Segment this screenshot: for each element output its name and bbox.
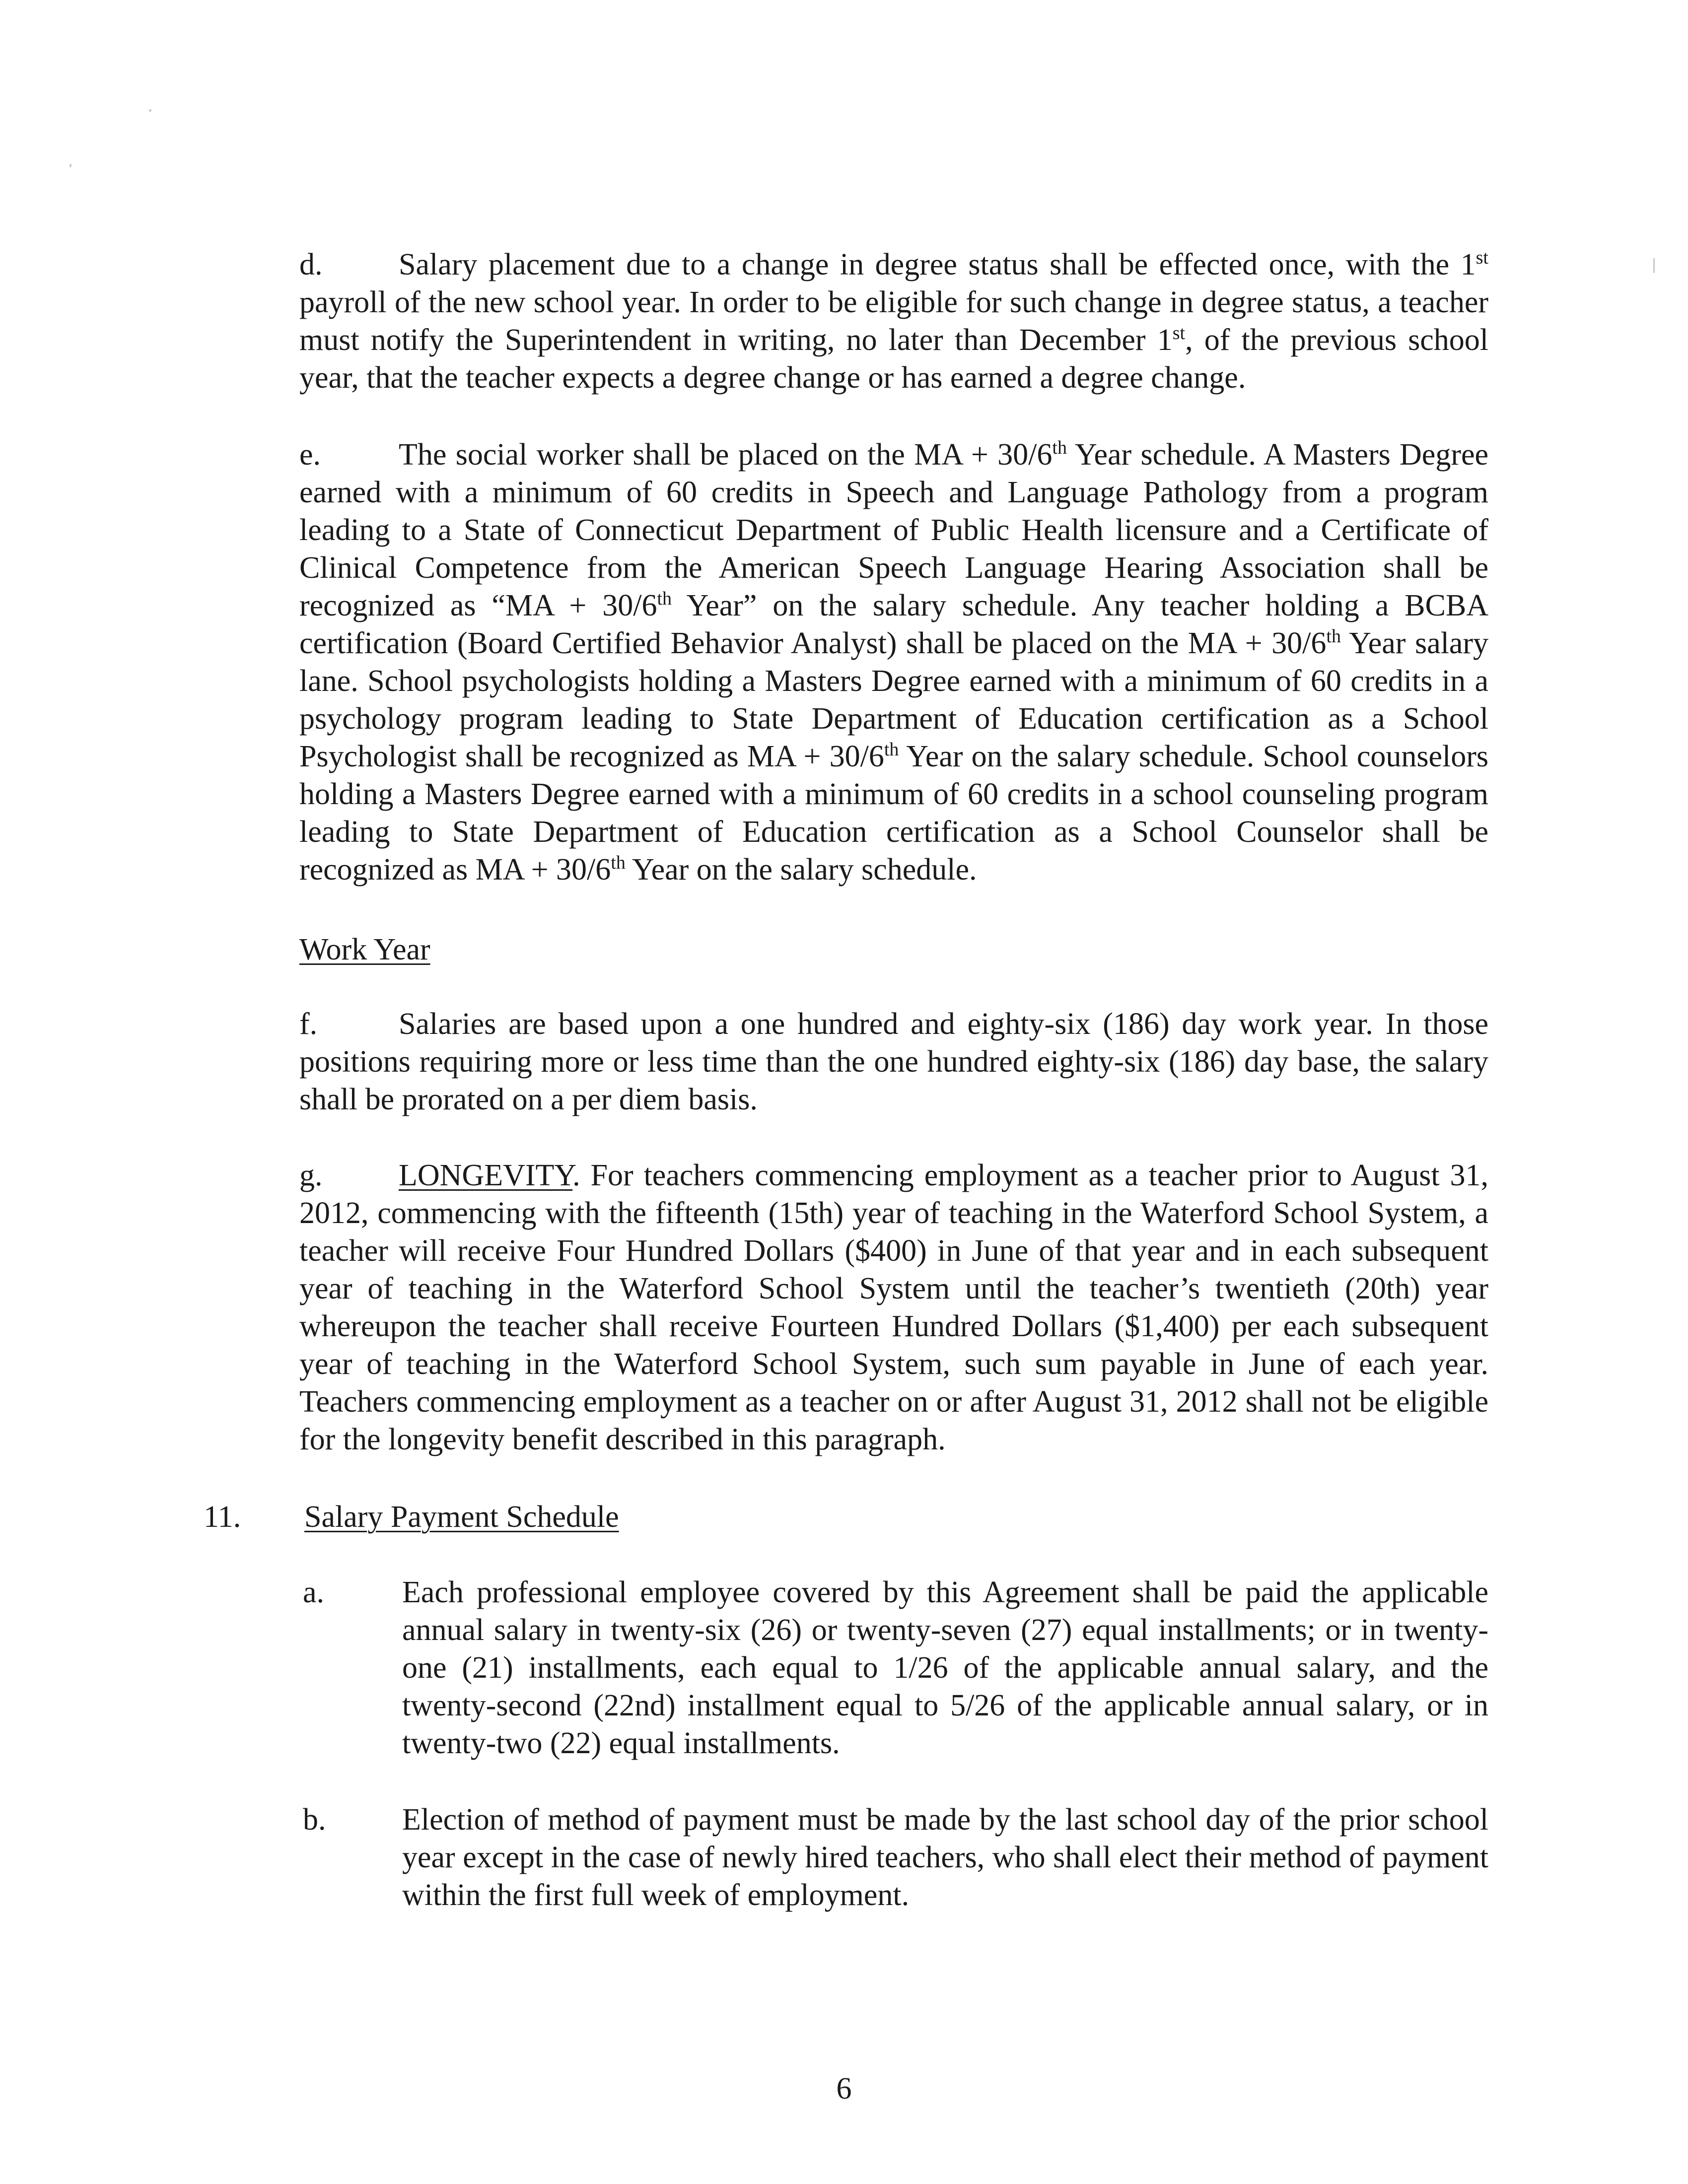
paragraph-d-text-3: , of the previous school year, that the teacher expects a degree change or has earned a degree change. bbox=[299, 323, 1488, 395]
paragraph-d-label: d. bbox=[299, 248, 323, 281]
section-11-number: 11. bbox=[204, 1500, 241, 1534]
paragraph-e-label: e. bbox=[299, 438, 321, 472]
paragraph-e-sup-4: th bbox=[884, 739, 899, 760]
paragraph-f bbox=[299, 1005, 1488, 1118]
paragraph-e-text-3: Year” on the salary schedule. Any teacher holding a BCBA certification (Board Certified Behavior Analyst) shall be placed on the MA + 30/6 bbox=[299, 589, 1488, 660]
paragraph-d-sup-2: st bbox=[1172, 323, 1186, 343]
section-11-item-a-label: a. bbox=[303, 1575, 325, 1609]
paragraph-d-sup-1: st bbox=[1476, 247, 1488, 268]
paragraph-g-label: g. bbox=[299, 1159, 323, 1192]
paragraph-e-sup-1: th bbox=[1052, 437, 1067, 458]
paragraph-e-text-1: The social worker shall be placed on the MA + 30/6 bbox=[399, 438, 1053, 472]
scan-speck bbox=[70, 164, 71, 167]
section-11-item-a-text: Each professional employee covered by this Agreement shall be paid the applicable annual salary in twenty-six (26) or twenty-seven (27) equal installments; or in twenty-one (21) installments, each equal to 1/26 of the applicable annual salary, and the twenty-second (22nd) installment equal to 5/26 of the applicable annual salary, or in twenty-two (22) equal installments. bbox=[402, 1575, 1488, 1760]
page-number: 6 bbox=[836, 2072, 852, 2106]
paragraph-f-text: Salaries are based upon a one hundred and eighty-six (186) day work year. In those positions requiring more or less time than the one hundred eighty-six (186) day base, the salary shall be prorated on a per diem basis. bbox=[299, 1007, 1488, 1116]
section-11-item-b-label: b. bbox=[303, 1803, 326, 1837]
paragraph-e-text-6: Year on the salary schedule. bbox=[625, 853, 977, 887]
paragraph-d bbox=[299, 246, 1488, 397]
paragraph-e-sup-3: th bbox=[1326, 626, 1341, 647]
scan-speck bbox=[1653, 258, 1655, 273]
paragraph-e-sup-5: th bbox=[611, 852, 626, 873]
paragraph-e-text-4: Year salary lane. School psychologists holding a Masters Degree earned with a minimum of 60 credits in a psychology program leading to State Department of Education certification as a School Psychologist shall be recognized as MA + 30/6 bbox=[299, 626, 1488, 773]
longevity-title: LONGEVITY bbox=[399, 1159, 573, 1192]
section-11-title: Salary Payment Schedule bbox=[304, 1500, 619, 1534]
paragraph-e-text-2: Year schedule. A Masters Degree earned with a minimum of 60 credits in Speech and Language Pathology from a program leading to a State of Connecticut Department of Public Health licensure and a Certificate of Clinical Competence from the American Speech Language Hearing Association shall be recognized as “MA + 30/6 bbox=[299, 438, 1488, 622]
paragraph-d-text-2: payroll of the new school year. In order to be eligible for such change in degree status, a teacher must notify the Superintendent in writing, no later than December 1 bbox=[299, 285, 1488, 357]
paragraph-e bbox=[299, 436, 1488, 888]
scan-speck bbox=[149, 109, 151, 112]
paragraph-d-text-1: Salary placement due to a change in degree status shall be effected once, with the 1 bbox=[399, 248, 1476, 281]
paragraph-e-sup-2: th bbox=[657, 588, 672, 609]
paragraph-e-text-5: Year on the salary schedule. School counselors holding a Masters Degree earned with a minimum of 60 credits in a school counseling program leading to State Department of Education certification as a School Counselor shall be recognized as MA + 30/6 bbox=[299, 740, 1488, 887]
section-11-item-b-text: Election of method of payment must be made by the last school day of the prior school year except in the case of newly hired teachers, who shall elect their method of payment within the first full week of employment. bbox=[402, 1803, 1488, 1912]
work-year-heading: Work Year bbox=[299, 933, 430, 966]
paragraph-g-text: . For teachers commencing employment as a teacher prior to August 31, 2012, commencing with the fifteenth (15th) year of teaching in the Waterford School System, a teacher will receive Four Hundred Dollars ($400) in June of that year and in each subsequent year of teaching in the Waterford School System until the teacher’s twentieth (20th) year whereupon the teacher shall receive Fourteen Hundred Dollars ($1,400) per each subsequent year of teaching in the Waterford School System, such sum payable in June of each year. Teachers commencing employment as a teacher on or after August 31, 2012 shall not be eligible for the longevity benefit described in this paragraph. bbox=[299, 1159, 1488, 1456]
paragraph-g bbox=[299, 1157, 1488, 1458]
paragraph-f-label: f. bbox=[299, 1007, 318, 1041]
